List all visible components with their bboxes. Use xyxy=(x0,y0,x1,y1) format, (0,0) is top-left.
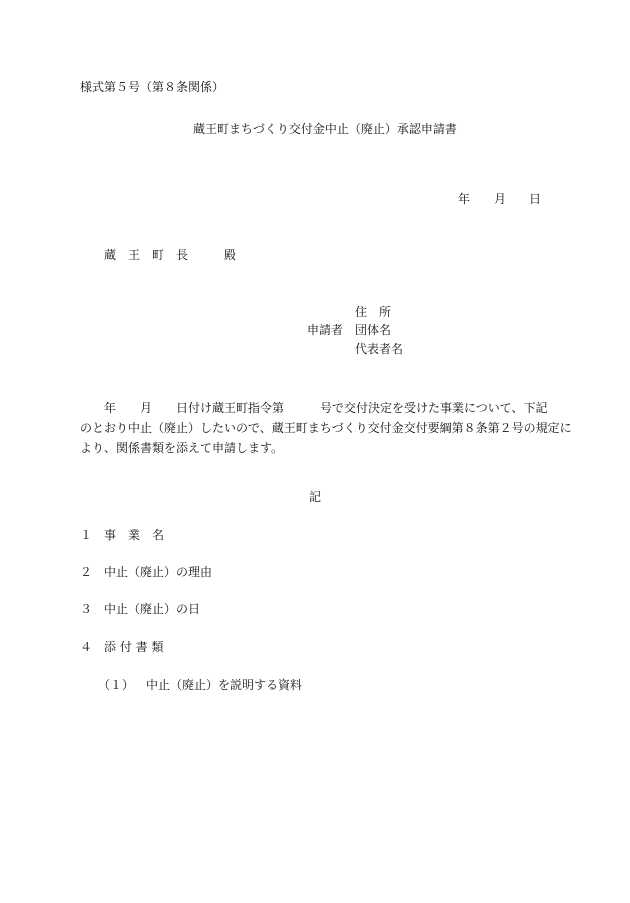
list-item xyxy=(80,603,200,615)
document-title: 蔵王町まちづくり交付金中止（廃止）承認申請書 xyxy=(193,122,457,136)
body-line: 年 月 日付け蔵王町指令第 号で交付決定を受けた事業について、下記 xyxy=(80,401,548,415)
body-line: のとおり中止（廃止）したいので、蔵王町まちづくり交付金交付要綱第８条第２号の規定に xyxy=(80,421,572,435)
form-number: 様式第５号（第８条関係） xyxy=(80,80,225,94)
item-label: 添 付 書 類 xyxy=(104,640,164,654)
applicant-label: 申請者 xyxy=(307,323,344,337)
addressee-char: 王 xyxy=(128,248,141,262)
item-number: ３ xyxy=(80,602,93,616)
addressee-char: 町 xyxy=(152,248,165,262)
addressee-honorific: 殿 xyxy=(224,248,237,262)
item-number: ４ xyxy=(80,640,93,654)
representative-label: 代表者名 xyxy=(355,342,404,356)
list-item xyxy=(80,529,164,541)
list-item xyxy=(80,641,163,653)
addressee-char: 長 xyxy=(176,248,189,262)
addressee-char: 蔵 xyxy=(104,248,117,262)
date-month-label: 月 xyxy=(494,192,507,206)
addressee xyxy=(104,249,236,261)
group-name-label: 団体名 xyxy=(355,323,392,337)
sub-item-number: （１） xyxy=(98,678,135,692)
ki-heading: 記 xyxy=(309,490,322,504)
item-number: １ xyxy=(80,528,93,542)
applicant-row xyxy=(307,324,391,336)
date-day-label: 日 xyxy=(529,192,542,206)
sub-item-label: 中止（廃止）を説明する資料 xyxy=(146,678,303,692)
list-item xyxy=(80,566,212,578)
item-label: 事 業 名 xyxy=(104,528,165,542)
date-year-label: 年 xyxy=(458,192,471,206)
applicant-address-label: 住 所 xyxy=(355,305,392,319)
item-label: 中止（廃止）の日 xyxy=(104,602,201,616)
application-body xyxy=(80,398,572,458)
item-label: 中止（廃止）の理由 xyxy=(104,565,213,579)
item-number: ２ xyxy=(80,565,93,579)
sub-list-item xyxy=(98,679,302,691)
body-line: より、関係書類を添えて申請します。 xyxy=(80,441,284,455)
